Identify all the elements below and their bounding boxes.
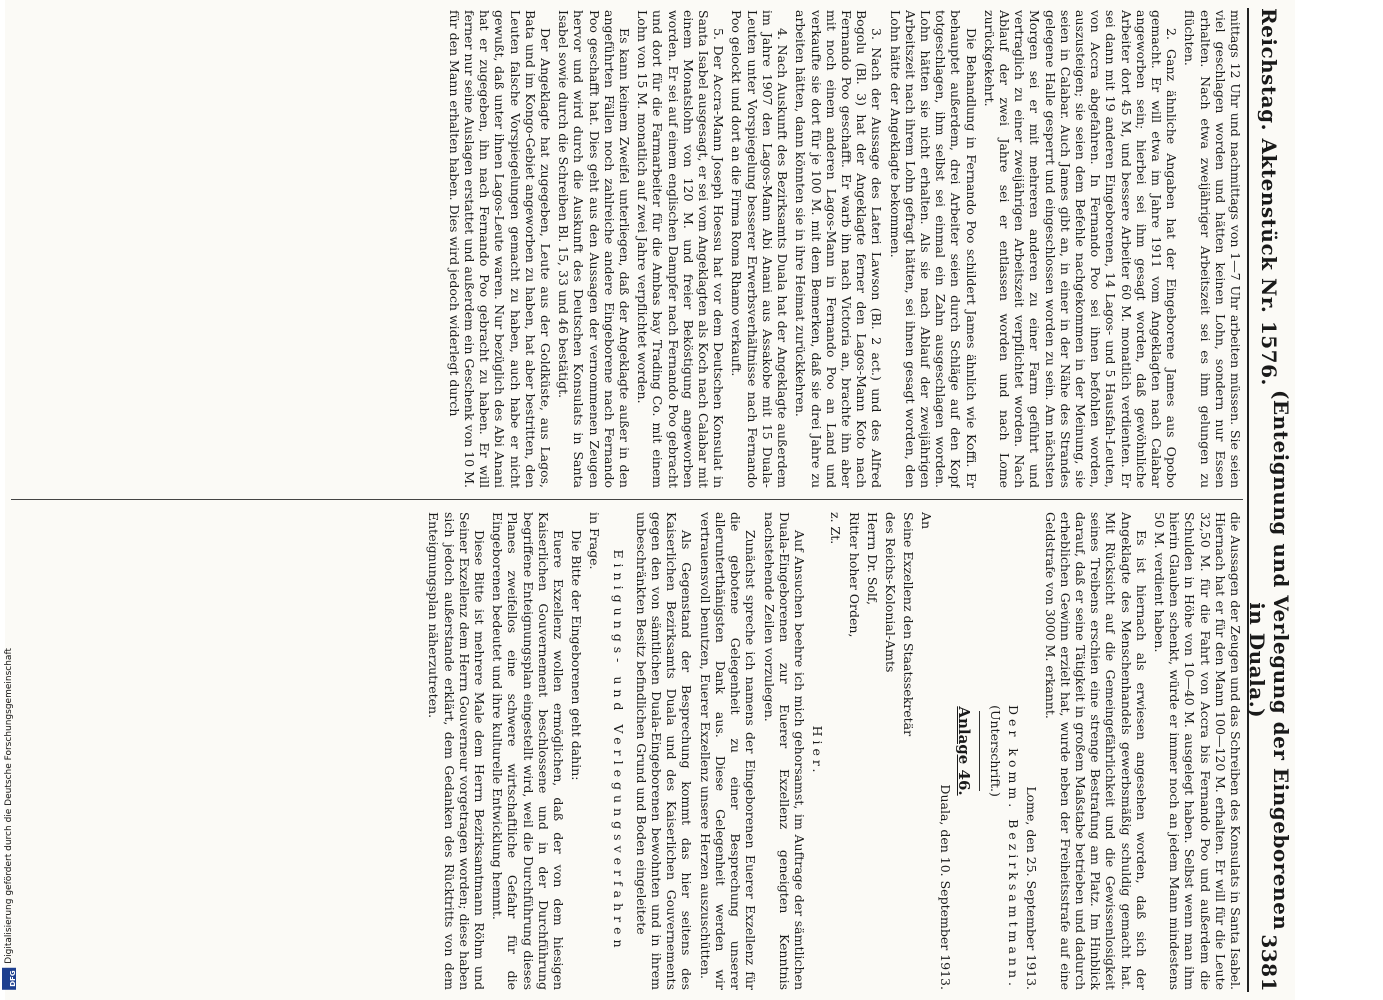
separator-rule	[979, 711, 980, 791]
paragraph: 2. Ganz ähnliche Angaben hat der Eingeborene James aus Opobo gemacht. Er will etwa im Jahre 1911 vom Angeklagten nach Calabar angeworben sein; hierbei sei ihm gesagt worden, daß gewöhnliche Arbeiter dort 45 M, und bessere Arbeiter 60 M. monatlich verdienten. Er sei dann mit 19 anderen Eingeborenen, 14 Lagos- und 5 Hausfah-Leuten, von Accra abgefahren. In Fernando Poo sei ihnen befohlen worden, auszusteigen; sie seien dem Befehle nachgekommen in der Meinung, sie seien in Calabar. Auch James gibt an, in einer in der Nähe des Strandes gelegene Halle gesperrt und eingeschlossen worden zu sein. Am nächsten Morgen sei er mit mehreren anderen zu einer Farm geführt und vertraglich zu einer zweijährigen Arbeitszeit verpflichtet worden. Nach Ablauf der zwei Jahre sei er entlassen worden und nach Lome zurückgekehrt.	[981, 10, 1180, 488]
column-divider	[11, 499, 1243, 500]
paragraph: Es kann keinem Zweifel unterliegen, daß der Angeklagte außer in den angeführten Fällen noch zahlreiche andere Eingeborene nach Fernando Poo geschafft hat. Dies geht aus den Aussagen der vernommenen Zeugen hervor und wird durch die Auskunft des Deutschen Konsulats in Santa Isabel sowie durch die Schreiben Bl. 15, 33 und 46 bestätigt.	[556, 10, 633, 488]
annex-label: Anlage 46.	[954, 706, 973, 796]
running-head-left: Reichstag. Aktenstück Nr. 1576.	[1257, 8, 1281, 386]
dfg-logo-icon: DFG	[2, 968, 16, 990]
paragraph: 4. Nach Auskunft des Bezirksamts Duala hat der Angeklagte außerdem im Jahre 1907 den Lagos-Mann Abi Anani aus Assakobe mit 15 Duala-Leuten unter Vorspiegelung besserer Erwerbsverhältnisse nach Fernando Poo gelockt und dort an die Firma Roma Rhamo verkauft.	[729, 10, 791, 488]
paragraph: Diese Bitte ist mehrere Male dem Herrn Bezirksamtmann Röhm und Seiner Exzellenz dem Herrn Gouverneur vorgetragen worden; diese haben sich jedoch außerstande erklärt, dem Gedanken des Rücktritts von dem Enteignungsplan näherzutreten.	[426, 512, 488, 990]
paragraph: mittags 12 Uhr und nachmittags von 1—7 Uhr arbeiten müssen. Sie seien viel geschlagen worden und hätten keinen Lohn, sondern nur Essen erhalten. Nach etwa zweijähriger Arbeitszeit sei es ihm gelungen zu flüchten.	[1182, 10, 1243, 488]
recipient-line: Herrn Dr. Solf,	[864, 512, 880, 606]
paragraph: Als Gegenstand der Besprechung kommt das hier seitens des Kaiserlichen Bezirksamts Duala und des Kaiserlichen Gouvernements gegen den von sämtlichen Duala-Eingeborenen bewohnten und in ihrem unbeschränkten Besitz befindlichen Grund und Boden eingeleitete	[633, 512, 695, 990]
paragraph: Die Behandlung in Fernando Poo schildert James ähnlich wie Koffi. Er behauptet außerdem, drei Arbeiter seien durch Schläge auf den Kopf totgeschlagen, ihm selbst sei einmal ein Zahn ausgeschlagen worden. Lohn hätten sie nicht erhalten. Als sie nach Ablauf der zweijährigen Arbeitszeit nach ihrem Lohn gefragt hätten, sei ihnen gesagt worden, den Lohn hätte der Angeklagte bekommen.	[887, 10, 979, 488]
running-head	[1245, 8, 1293, 992]
paragraph: in Frage.	[587, 512, 603, 570]
left-column	[11, 10, 1243, 488]
plea-text: Euere Exzellenz wollen ermöglichen, daß der von dem hiesigen Kaiserlichen Gouvernement beschlossene und in der Durchführung begriffene Enteignungsplan eingestellt wird, weil die Durchführung dieses Planes zweifellos eine schwere wirtschaftliche Gefahr für die Eingeborenen bedeutet und ihre kulturelle Entwicklung hemmt.	[490, 512, 567, 990]
scanned-page	[5, 0, 1295, 1000]
recipient-line: des Reichs-Kolonial-Amts	[882, 512, 898, 673]
paragraph: Auf Ansuchen beehre ich mich gehorsamst, im Auftrage der sämtlichen Duala-Eingeborenen zur Euerer Exzellenz geneigten Kenntnis nachstehende Zeilen vorzulegen.	[761, 512, 807, 990]
signature-title: Der komm. Bezirksamtmann.	[1006, 705, 1022, 990]
paragraph: Der Angeklagte hat zugegeben, Leute aus der Goldküste, aus Lagos, Bata und im Kongo-Gebiet angeworben zu haben, hat aber bestritten, den Leuten falsche Vorspiegelungen gemacht zu haben, auch habe er nicht gewußt, daß unter ihnen Lagos-Leute waren. Nur bezüglich des Abi Anani hat er zugegeben, ihn nach Fernando Poo gebracht zu haben. Er will ferner nur seine Auslagen erstattet und außerdem ein Geschenk von 10 M. für den Mann erhalten haben. Dies wird jedoch widerlegt durch	[446, 10, 554, 488]
digitization-credit	[2, 648, 16, 990]
recipient-line: Ritter hoher Orden,	[846, 512, 862, 638]
recipient-line: Seine Exzellenz den Staatssekretär	[901, 512, 917, 737]
signature-signed: (Unterschrift.)	[987, 705, 1003, 797]
credit-text: Digitalisierung gefördert durch die Deutsche Forschungsgemeinschaft	[4, 648, 14, 964]
recipient-city: Hier.	[810, 725, 826, 777]
running-head-title: (Enteignung und Verlegung der Eingeborenen in Duala.)	[1245, 389, 1293, 931]
paragraph: die Aussagen der Zeugen und das Schreiben des Konsulats in Santa Isabel. Hiernach hat er für den Mann 100—120 M. erhalten. Er will für die Leute 32,50 M. für die Fahrt von Accra bis Fernando Poo und außerdem die Schulden in Höhe von 10—40 M. ausgelegt haben. Selbst wenn man ihm hierin Glauben schenkt, würde er immer noch an jedem Mann mindestens 50 M. verdient haben.	[1151, 512, 1243, 990]
section-heading: Einigungs- und Verlegungsverfahren	[610, 549, 626, 953]
paragraph: 5. Der Accra-Mann Joseph Hoessu hat vor dem Deutschen Konsulat in Santa Isabel ausgesagt, er sei vom Angeklagten als Koch nach Calabar mit einem Monatslohn von 120 M. und freier Beköstigung angeworben worden. Er sei auf einem englischen Dampfer nach Fernando Poo gebracht und dort für die Farmarbeiter für die Ambas bay Trading Co. mit einem Lohn von 15 M. monatlich auf zwei Jahre verpflichtet worden.	[635, 10, 727, 488]
plea-intro: Die Bitte der Eingeborenen geht dahin:	[569, 530, 585, 781]
paragraph: Es ist hiernach als erwiesen angesehen worden, daß sich der Angeklagte des Menschenhandels gewerbsmäßig schuldig gemacht hat. Mit Rücksicht auf die Gemeingefährlichkeit und die Gewissenlosigkeit seines Treibens erschien eine strenge Bestrafung am Platz. Im Hinblick darauf, daß er seine Tätigkeit in großem Maßstabe betrieben und dadurch erheblichen Gewinn erzielt hat, wurde neben der Freiheitsstrafe auf eine Geldstrafe von 3000 M. erkannt.	[1042, 512, 1149, 990]
recipient-line: z. Zt.	[828, 512, 844, 545]
right-column	[11, 512, 1243, 990]
annex-place-date: Duala, den 10. September 1913.	[937, 784, 953, 990]
paragraph: Zunächst spreche ich namens der Eingeborenen Euerer Exzellenz für die gebotene Gelegenheit zu einer Besprechung unserer allerunterthänigsten Dank aus. Diese Gelegenheit werden wir vertrauensvoll benutzen, Euerer Exzellenz unsere Herzen auszuschütten.	[697, 512, 759, 990]
paragraph: 3. Nach der Aussage des Lateri Lawson (Bl. 2 act.) und des Alfred Bogolu (Bl. 3) hat der Angeklagte ferner den Lagos-Mann Koto nach Fernando Poo geschafft. Er warb ihn nach Victoria an, brachte ihn aber mit noch einem anderen Lagos-Mann in Fernando Poo an Land und verkaufte sie dort für je 100 M. mit dem Bemerken, daß sie drei Jahre zu arbeiten hätten, dann könnten sie in ihre Heimat zurückkehren.	[793, 10, 885, 488]
page-number: 3381	[1257, 934, 1281, 992]
address-to: An	[919, 512, 935, 530]
signature-place-date: Lome, den 25. September 1913.	[1024, 786, 1040, 990]
